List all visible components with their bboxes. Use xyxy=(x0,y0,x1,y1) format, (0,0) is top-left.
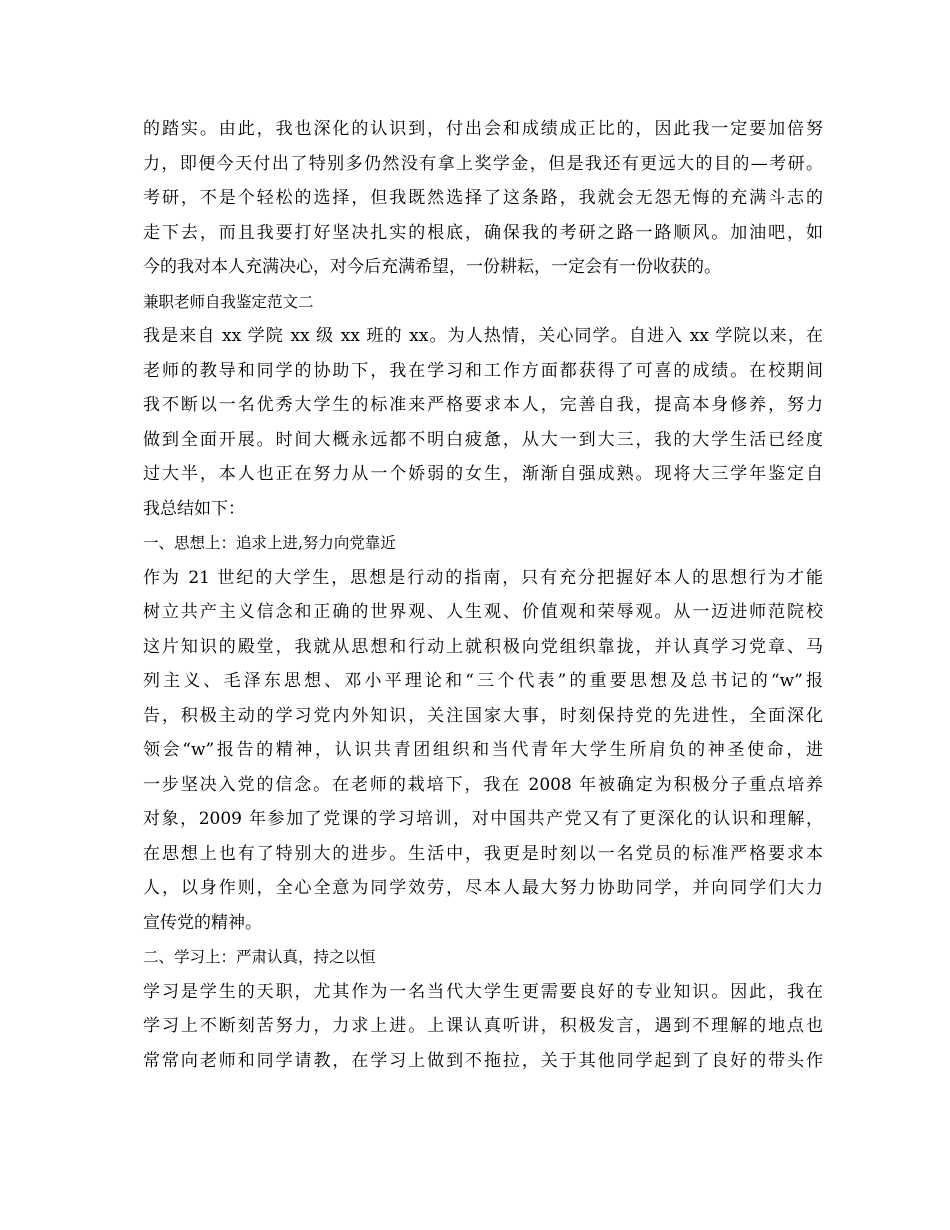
paragraph-line: 走下去，而且我要打好坚决扎实的根底，确保我的考研之路一路顺风。加油吧，如 xyxy=(143,222,823,243)
paragraph-line: 我是来自 xx 学院 xx 级 xx 班的 xx。为人热情，关心同学。自进入 xx 学院以来，在 xyxy=(143,326,823,346)
section-heading: 一、思想上：追求上进,努力向党靠近 xyxy=(143,534,396,552)
paragraph-line: 对象，2009 年参加了党课的学习培训，对中国共产党又有了更深化的认识和理解， xyxy=(143,809,823,829)
paragraph-line: 学习是学生的天职，尤其作为一名当代大学生更需要良好的专业知识。因此，我在 xyxy=(143,981,823,1002)
paragraph-line: 作为 21 世纪的大学生，思想是行动的指南，只有充分把握好本人的思想行为才能 xyxy=(143,567,823,588)
paragraph-line: 学习上不断刻苦努力，力求上进。上课认真听讲，积极发言，遇到不理解的地点也 xyxy=(143,1016,823,1036)
paragraph-line: 在思想上也有了特别大的进步。生活中，我更是时刻以一名党员的标准严格要求本 xyxy=(143,843,823,864)
paragraph-line: 做到全面开展。时间大概永远都不明白疲惫，从大一到大三，我的大学生活已经度 xyxy=(143,429,823,450)
paragraph-line: 告，积极主动的学习党内外知识，关注国家大事，时刻保持党的先进性，全面深化 xyxy=(143,705,823,726)
paragraph-line: 领会“w”报告的精神，认识共青团组织和当代青年大学生所肩负的神圣使命，进 xyxy=(143,740,823,760)
paragraph-line: 宣传党的精神。 xyxy=(143,912,262,933)
paragraph-line: 人，以身作则，全心全意为同学效劳，尽本人最大努力协助同学，并向同学们大力 xyxy=(143,878,823,898)
paragraph-line: 力，即便今天付出了特别多仍然没有拿上奖学金，但是我还有更远大的目的—考研。 xyxy=(143,153,823,174)
paragraph-line: 我不断以一名优秀大学生的标准来严格要求本人，完善自我，提高本身修养，努力 xyxy=(143,395,823,415)
paragraph-line: 我总结如下： xyxy=(143,498,245,519)
document-page xyxy=(143,112,823,1078)
section-heading: 二、学习上：严肃认真，持之以恒 xyxy=(143,948,376,966)
section-heading: 兼职老师自我鉴定范文二 xyxy=(143,292,314,311)
paragraph-line: 的踏实。由此，我也深化的认识到，付出会和成绩成正比的，因此我一定要加倍努 xyxy=(143,119,823,139)
paragraph-line: 列主义、毛泽东思想、邓小平理论和“三个代表”的重要思想及总书记的“w”报 xyxy=(143,671,823,691)
paragraph-line: 今的我对本人充满决心，对今后充满希望，一份耕耘，一定会有一份收获的。 xyxy=(143,257,721,277)
paragraph-line: 常常向老师和同学请教，在学习上做到不拖拉，关于其他同学起到了良好的带头作 xyxy=(143,1050,823,1071)
paragraph-line: 树立共产主义信念和正确的世界观、人生观、价值观和荣辱观。从一迈进师范院校 xyxy=(143,602,823,622)
paragraph-line: 一步坚决入党的信念。在老师的栽培下，我在 2008 年被确定为积极分子重点培养 xyxy=(143,774,823,795)
paragraph-line: 这片知识的殿堂，我就从思想和行动上就积极向党组织靠拢，并认真学习党章、马 xyxy=(143,636,823,657)
paragraph-line: 考研，不是个轻松的选择，但我既然选择了这条路，我就会无怨无悔的充满斗志的 xyxy=(143,188,823,208)
paragraph-line: 过大半，本人也正在努力从一个娇弱的女生，渐渐自强成熟。现将大三学年鉴定自 xyxy=(143,464,823,484)
paragraph-line: 老师的教导和同学的协助下，我在学习和工作方面都获得了可喜的成绩。在校期间 xyxy=(143,360,823,381)
